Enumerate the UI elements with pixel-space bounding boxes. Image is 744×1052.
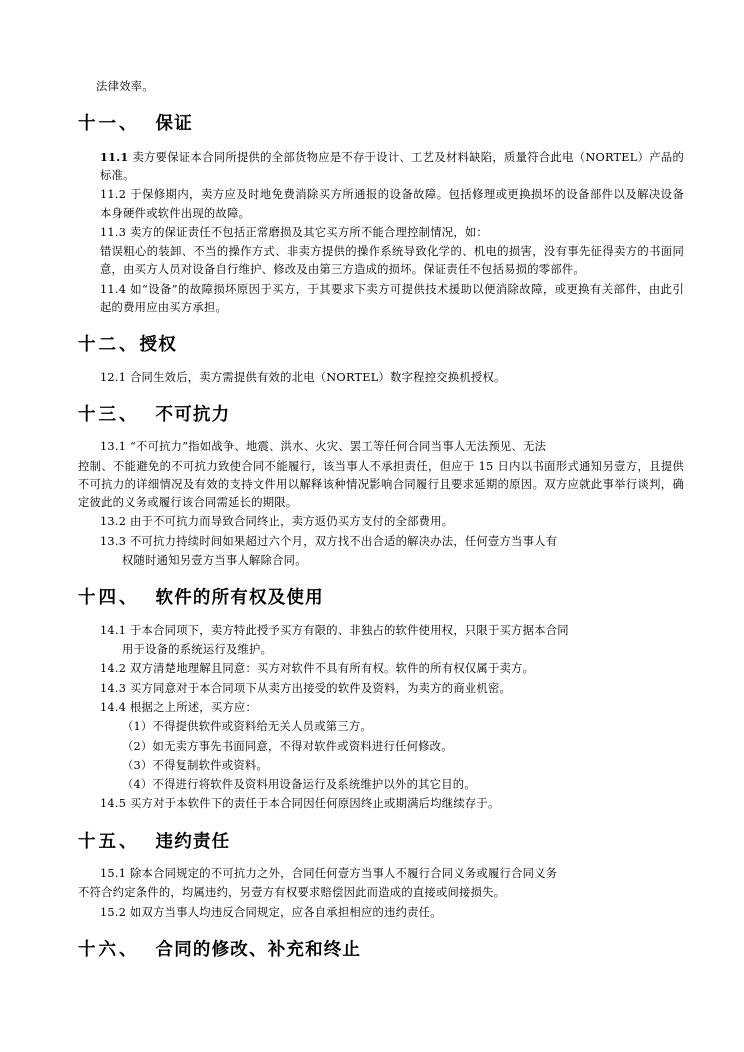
section-heading-15 <box>78 828 684 856</box>
clause-12-1 <box>100 369 684 387</box>
clause-14-5-label: 14.5 <box>100 797 127 811</box>
clause-11-4-text: 如“设备”的故障损坏原因于买方，于其要求下卖方可提供技术援助以便消除故障，或更换有关部件，由此引起的费用应由买方承担。 <box>100 282 685 315</box>
clause-11-3-text: 卖方的保证责任不包括正常磨损及其它买方所不能合理控制情况，如： <box>130 225 488 239</box>
clause-14-2-text: 双方清楚地理解且同意：买方对软件不具有所有权。软件的所有权仅属于卖方。 <box>130 662 535 676</box>
clause-14-4-sub-1: （1）不得提供软件或资料给无关人员或第三方。 <box>122 720 372 734</box>
clause-15-1-text: 除本合同规定的不可抗力之外，合同任何壹方当事人不履行合同义务或履行合同义务 <box>130 867 558 881</box>
clause-15-2-text: 如双方当事人均违反合同规定，应各自承担相应的违约责任。 <box>130 905 442 919</box>
clause-14-3-label: 14.3 <box>100 681 127 695</box>
clause-14-3-text: 买方同意对于本合同项下从卖方出接受的软件及资料，为卖方的商业机密。 <box>130 681 512 695</box>
section-heading-13-number: 十三、 <box>78 404 140 425</box>
clause-11-2-label: 11.2 <box>100 188 127 202</box>
clause-14-5 <box>100 795 684 813</box>
clause-13-1 <box>100 438 684 456</box>
clause-13-3-continued: 权随时通知另壹方当事人解除合同。 <box>122 554 307 568</box>
clause-15-2-label: 15.2 <box>100 905 127 919</box>
clause-11-4 <box>100 281 684 318</box>
clause-13-3-text: 不可抗力持续时间如果超过六个月，双方找不出合适的解决办法，任何壹方当事人有 <box>130 534 558 548</box>
clause-11-3 <box>100 224 684 242</box>
clause-14-2-label: 14.2 <box>100 662 127 676</box>
clause-11-1-text: 卖方要保证本合同所提供的全部货物应是不存于设计、工艺及材料缺陷，质量符合此电（NORTEL）产品的标准。 <box>100 150 685 182</box>
clause-14-5-text: 买方对于本软件下的责任于本合同因任何原因终止或期满后均继续存于。 <box>130 797 500 811</box>
clause-14-3 <box>100 680 684 698</box>
clause-11-3-label: 11.3 <box>100 225 127 239</box>
clause-13-1-text: “不可抗力”指如战争、地震、洪水、火灾、罢工等任何合同当事人无法预见、无法 <box>130 440 547 454</box>
clause-11-1 <box>100 148 684 186</box>
clause-13-2-text: 由于不可抗力而导致合同终止，卖方返仍买方支付的全部费用。 <box>130 515 454 529</box>
section-heading-13-title: 不可抗力 <box>155 404 231 425</box>
clause-11-1-label: 11.1 <box>100 149 129 164</box>
section-heading-12 <box>78 331 684 359</box>
section-heading-15-title: 违约责任 <box>155 831 231 852</box>
clause-14-2 <box>100 660 684 678</box>
lead-line: 法律效率。 <box>96 80 154 93</box>
section-heading-14-title: 软件的所有权及使用 <box>155 588 324 609</box>
clause-13-1-continued: 控制、不能避免的不可抗力致使合同不能履行，该当事人不承担责任，但应于 15 日内以书面形式通知另壹方，且提供不可抗力的详细情况及有效的支持文件用以解释该种情况影响合同履行且要求延期的原因。双方应就此事举行谈判，确定彼此的义务或履行该合同需延长的期限。 <box>78 459 684 510</box>
section-heading-11 <box>78 110 684 138</box>
section-heading-12-number: 十二、 <box>78 335 140 356</box>
clause-14-4-sub-2: （2）如无卖方事先书面同意，不得对软件或资料进行任何修改。 <box>122 739 453 753</box>
clause-14-4-label: 14.4 <box>100 700 127 714</box>
clause-12-1-label: 12.1 <box>100 370 127 384</box>
clause-13-2-label: 13.2 <box>100 515 127 529</box>
clause-14-4-sub-4: （4）不得进行将软件及资料用设备运行及系统维护以外的其它目的。 <box>122 778 476 792</box>
clause-15-1-label: 15.1 <box>100 867 127 881</box>
section-heading-11-number: 十一、 <box>78 114 140 135</box>
clause-15-2 <box>100 904 684 922</box>
section-heading-11-title: 保证 <box>155 114 193 135</box>
section-heading-12-title: 授权 <box>139 335 177 356</box>
section-heading-14-number: 十四、 <box>78 588 140 609</box>
clause-13-3-label: 13.3 <box>100 534 127 548</box>
section-heading-13 <box>78 401 684 429</box>
clause-15-1-continued: 不符合约定条件的，均属违约，另壹方有权要求赔偿因此而造成的直接或间接损失。 <box>78 886 506 900</box>
clause-13-2 <box>100 513 684 531</box>
clause-13-3 <box>100 533 684 551</box>
clause-11-4-label: 11.4 <box>100 282 127 296</box>
clause-11-2-text: 于保修期内，卖方应及时地免费消除买方所通报的设备故障。包括修理或更换损坏的设备部件以及解决设备本身硬件或软件出现的故障。 <box>100 188 684 220</box>
clause-14-1-continued: 用于设备的系统运行及维护。 <box>122 643 273 657</box>
clause-14-1 <box>100 622 684 640</box>
section-heading-14 <box>78 584 684 612</box>
section-heading-16 <box>78 936 684 964</box>
clause-14-1-label: 14.1 <box>100 623 127 637</box>
clause-14-4-sub-3: （3）不得复制软件或资料。 <box>122 758 269 772</box>
clause-11-2 <box>100 186 684 223</box>
clause-12-1-text: 合同生效后，卖方需提供有效的北电（NORTEL）数字程控交换机授权。 <box>130 370 506 384</box>
clause-15-1 <box>100 865 684 883</box>
clause-14-4 <box>100 699 684 717</box>
clause-14-1-text: 于本合同项下，卖方特此授予买方有限的、非独占的软件使用权，只限于买方据本合同 <box>130 623 569 637</box>
section-heading-16-number: 十六、 <box>78 939 140 960</box>
document-body <box>78 78 684 964</box>
clause-14-4-text: 根据之上所述，买方应： <box>130 700 258 714</box>
section-heading-15-number: 十五、 <box>78 831 140 852</box>
clause-11-3-continued: 错误粗心的装卸、不当的操作方式、非卖方提供的操作系统导致化学的、机电的损害，没有事先征得卖方的书面同意，由买方人员对设备自行维护、修改及由第三方造成的损坏。保证责任不包括易损的零部件。 <box>100 245 684 277</box>
clause-13-1-label: 13.1 <box>100 440 127 454</box>
section-heading-16-title: 合同的修改、补充和终止 <box>155 939 362 960</box>
